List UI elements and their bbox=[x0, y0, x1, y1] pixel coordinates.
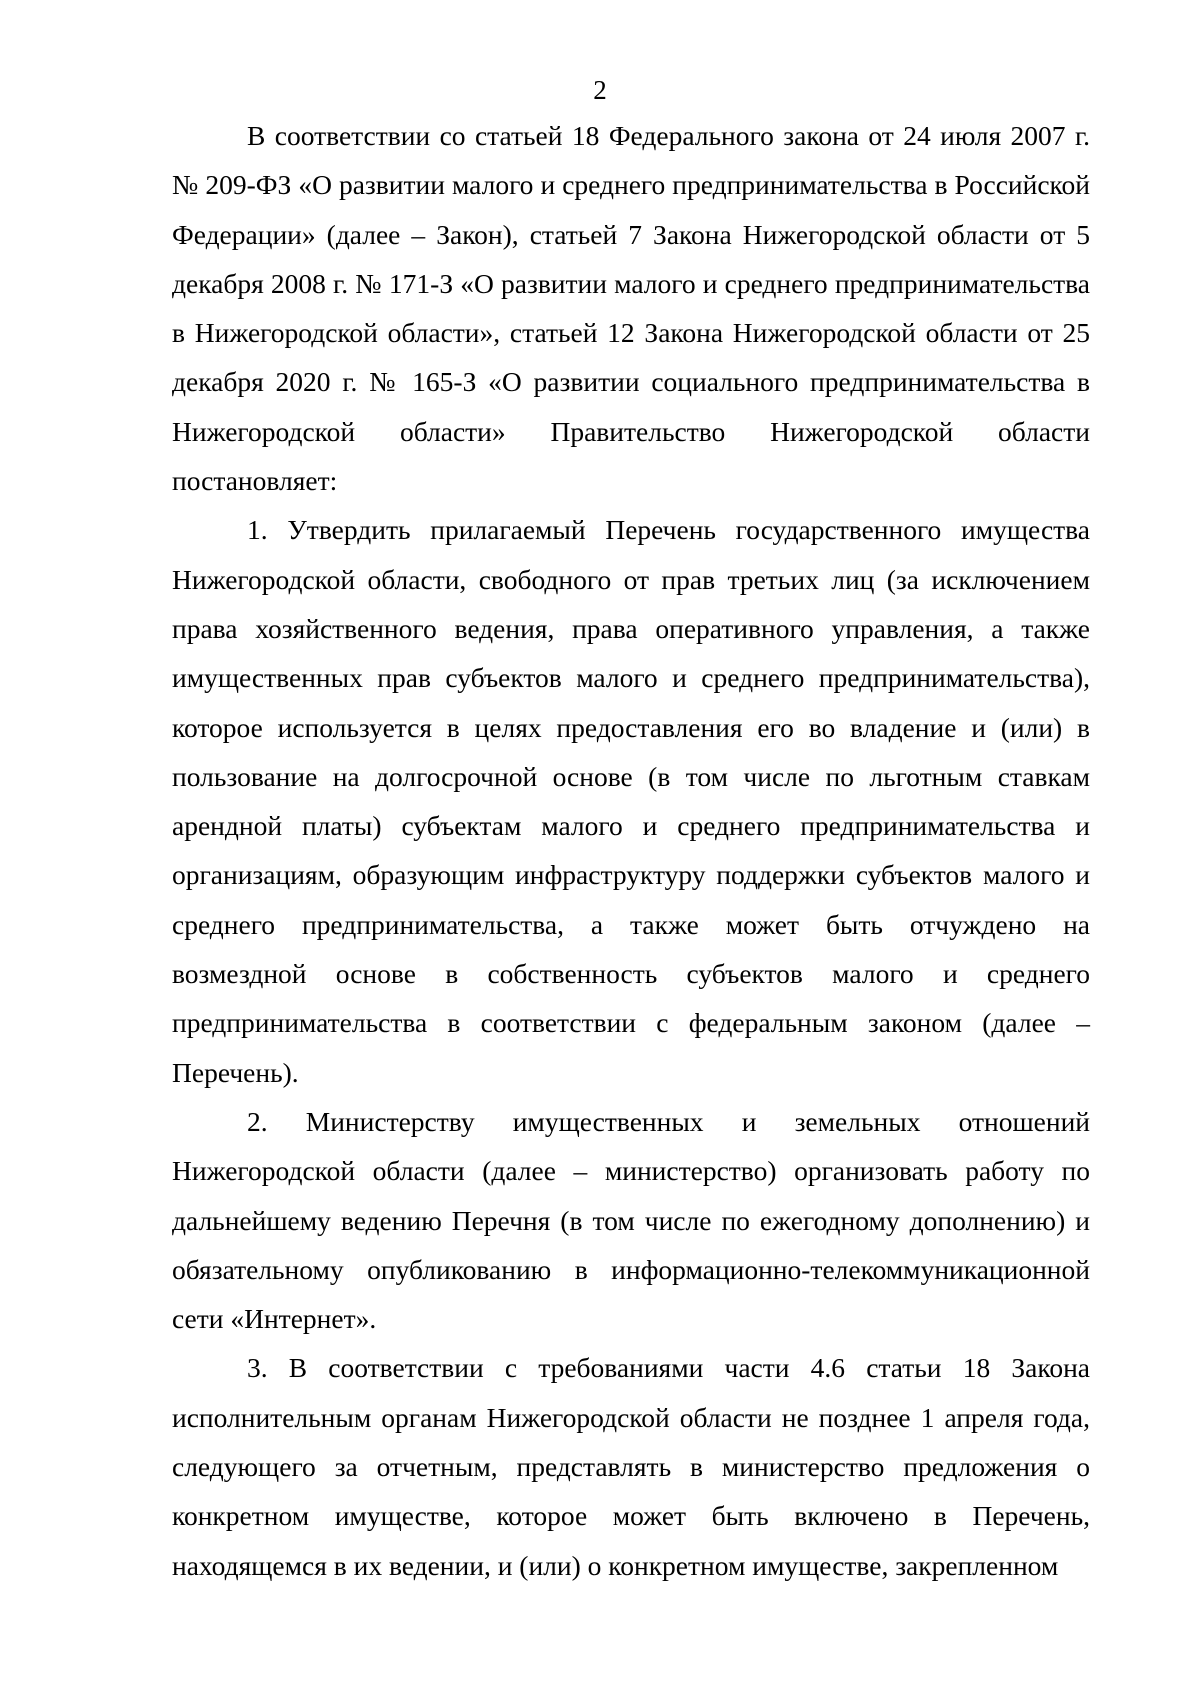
document-body bbox=[172, 111, 1090, 1590]
page-number: 2 bbox=[593, 75, 607, 105]
preamble-paragraph: В соответствии со статьей 18 Федерального закона от 24 июля 2007 г. № 209-ФЗ «О развитии малого и среднего предпринимательства в Российской Федерации» (далее – Закон), статьей 7 Закона Нижегородской области от 5 декабря 2008 г. № 171-З «О развитии малого и среднего предпринимательства в Нижегородской области», статьей 12 Закона Нижегородской области от 25 декабря 2020 г. № 165-З «О развитии социального предпринимательства в Нижегородской области» Правительство Нижегородской области постановляет: bbox=[172, 120, 1090, 497]
clause-3-paragraph: 3. В соответствии с требованиями части 4.6 статьи 18 Закона исполнительным органам Нижегородской области не позднее 1 апреля года, следующего за отчетным, представлять в министерство предложения о конкретном имуществе, которое может быть включено в Перечень, находящемся в их ведении, и (или) о конкретном имуществе, закрепленном bbox=[172, 1352, 1090, 1581]
clause-2-paragraph: 2. Министерству имущественных и земельных отношений Нижегородской области (далее – министерство) организовать работу по дальнейшему ведению Перечня (в том числе по ежегодному дополнению) и обязательному опубликованию в информационно-телекоммуникационной сети «Интернет». bbox=[172, 1105, 1090, 1335]
clause-1-paragraph: 1. Утвердить прилагаемый Перечень государственного имущества Нижегородской области, свободного от прав третьих лиц (за исключением права хозяйственного ведения, права оперативного управления, а также имущественных прав субъектов малого и среднего предпринимательства), которое используется в целях предоставления его во владение и (или) в пользование на долгосрочной основе (в том числе по льготным ставкам арендной платы) субъектам малого и среднего предпринимательства и организациям, образующим инфраструктуру поддержки субъектов малого и среднего предпринимательства, а также может быть отчуждено на возмездной основе в собственность субъектов малого и среднего предпринимательства в соответствии с федеральным законом (далее – Перечень). bbox=[172, 514, 1090, 1088]
